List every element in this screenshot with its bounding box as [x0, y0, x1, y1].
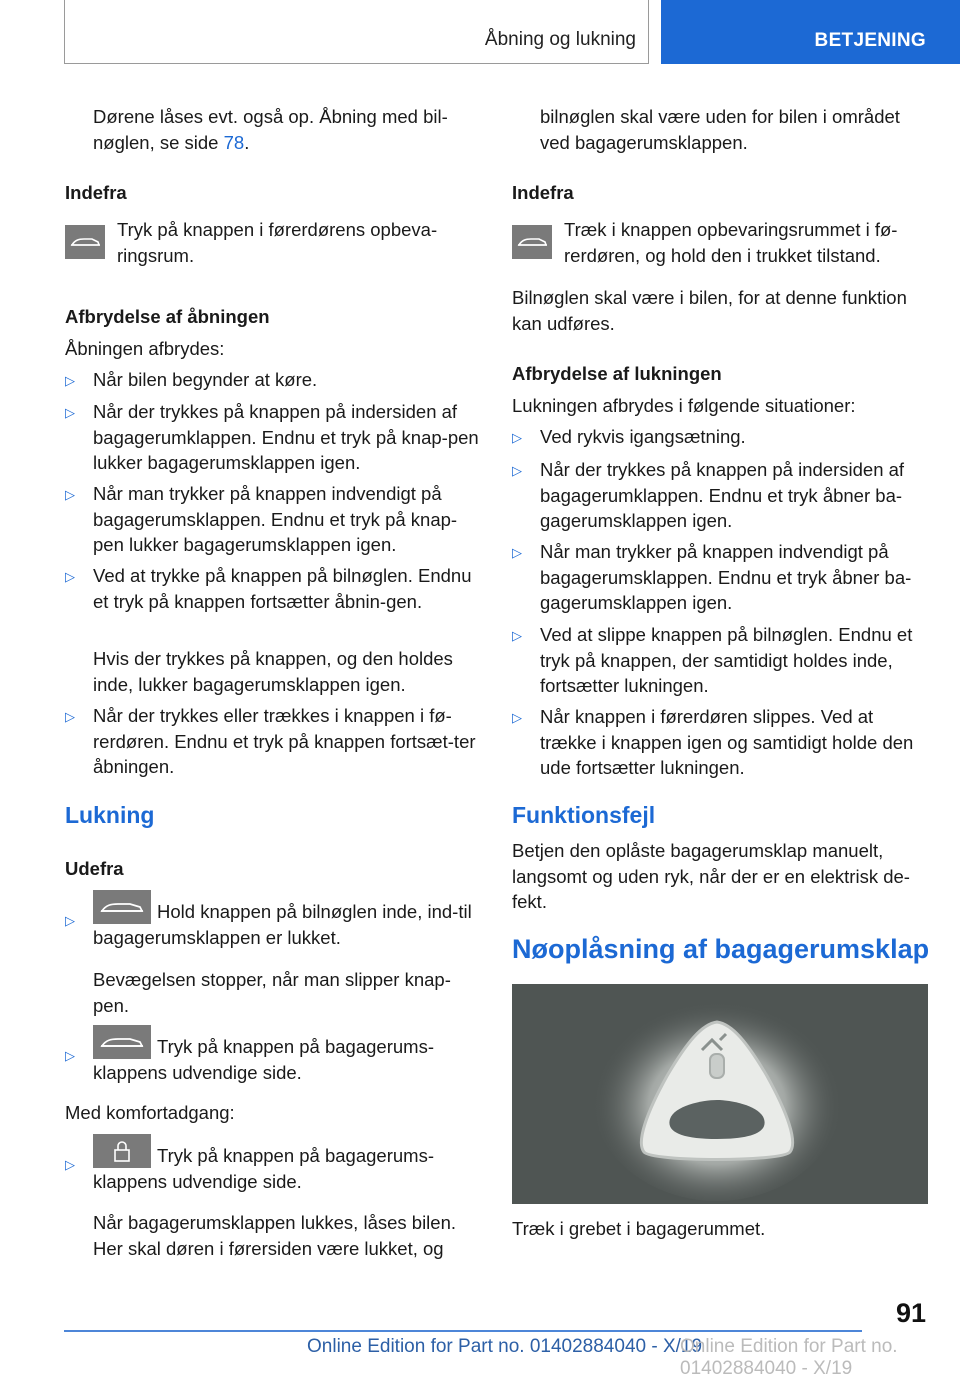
afbrydelse-heading: Afbrydelse af lukningen — [512, 363, 722, 384]
edition-note: Online Edition for Part no. 01402884040 - X/19 — [307, 1336, 703, 1357]
triangle-bullet-icon: ▷ — [65, 487, 75, 502]
car-trunk-icon — [93, 1025, 151, 1059]
funktionsfejl-heading: Funktionsfejl — [512, 802, 656, 828]
list-item — [65, 563, 480, 614]
funktionsfejl-text: Betjen den oplåste bagagerumsklap manuelt, langsomt og uden ryk, når der er en elektrisk de-fekt. — [512, 840, 910, 912]
list-item-text: Ved at slippe knappen på bilnøglen. Endnu et tryk på knappen, der samtidigt holdes inde, fortsætter lukningen. — [540, 624, 913, 696]
watermark: Online Edition for Part no. 01402884040 - X/19 — [680, 1336, 898, 1379]
footer-divider — [64, 1330, 862, 1332]
list-item-text: Når der trykkes på knappen på indersiden af bagagerumklappen. Endnu et tryk på knap-pen lukker bagagerumsklappen igen. — [93, 401, 479, 473]
triangle-bullet-icon: ▷ — [512, 545, 522, 560]
afbrydelse-intro: Åbningen afbrydes: — [65, 338, 225, 359]
indefra-text: Træk i knappen opbevaringsrummet i fø- rerdøren, og hold den i trukket tilstand. — [564, 219, 898, 266]
list-item — [65, 367, 480, 393]
list-item — [65, 1025, 480, 1085]
list-item-text: Når knappen i førerdøren slippes. Ved at trække i knappen igen og samtidigt holde den ude fortsætter lukningen. — [540, 706, 914, 778]
list-item-extra: Bevægelsen stopper, når man slipper knap-pen. — [93, 969, 451, 1016]
intro-line-1: Dørene låses evt. også op. Åbning med bil- — [93, 106, 448, 127]
list-item — [65, 1134, 480, 1194]
header-section-box — [64, 0, 649, 64]
list-item-text: Ved rykvis igangsætning. — [540, 426, 746, 447]
emergency-release-photo — [512, 984, 928, 1204]
indefra-block — [65, 217, 480, 268]
triangle-bullet-icon: ▷ — [512, 463, 522, 478]
list-item-text: Tryk på knappen på bagagerums-klappens udvendige side. — [93, 1036, 434, 1083]
list-item-text: Når der trykkes på knappen på indersiden af bagagerumklappen. Endnu et tryk åbner ba-gagerumsklappen igen. — [540, 459, 905, 531]
triangle-pull-handle — [512, 984, 928, 1204]
header-chapter-tab[interactable] — [661, 0, 960, 64]
car-trunk-icon — [93, 890, 151, 924]
list-item-text: Når man trykker på knappen indvendigt på bagagerumsklappen. Endnu et tryk åbner ba-gagerumsklappen igen. — [540, 541, 912, 613]
triangle-bullet-icon: ▷ — [65, 1048, 75, 1063]
triangle-bullet-icon: ▷ — [512, 628, 522, 643]
bilnoegle-text: Bilnøglen skal være i bilen, for at denne funktion kan udføres. — [512, 287, 907, 334]
car-trunk-icon — [65, 225, 105, 259]
lukning-heading: Lukning — [65, 802, 155, 828]
intro-line-2 — [93, 130, 480, 156]
triangle-bullet-icon: ▷ — [65, 569, 75, 584]
list-item-text: Når bilen begynder at køre. — [93, 369, 318, 390]
triangle-bullet-icon: ▷ — [65, 709, 75, 724]
list-item — [512, 424, 930, 450]
noedoplaasning-heading: Nøoplåsning af bagagerumsklap — [512, 934, 930, 964]
list-item — [512, 704, 930, 781]
afbrydelse-heading: Afbrydelse af åbningen — [65, 306, 270, 327]
section-title: Åbning og lukning — [484, 29, 636, 50]
udefra-heading: Udefra — [65, 858, 124, 879]
list-item-extra: Når bagagerumsklappen lukkes, låses bilen. Her skal døren i førersiden være lukket, og — [93, 1212, 457, 1259]
list-item — [512, 457, 930, 534]
padlock-icon — [93, 1134, 151, 1168]
list-item — [65, 703, 480, 780]
list-item — [65, 399, 480, 476]
triangle-bullet-icon: ▷ — [65, 373, 75, 388]
chapter-title: BETJENING — [814, 30, 926, 51]
afbrydelse-intro: Lukningen afbrydes i følgende situationer: — [512, 395, 856, 416]
triangle-bullet-icon: ▷ — [512, 710, 522, 725]
triangle-bullet-icon: ▷ — [512, 430, 522, 445]
intro-period: . — [244, 131, 250, 153]
car-trunk-icon — [512, 225, 552, 259]
indefra-text: Tryk på knappen i førerdørens opbeva- ringsrum. — [117, 219, 438, 266]
list-item — [65, 890, 480, 950]
triangle-bullet-icon: ▷ — [65, 1157, 75, 1172]
list-item-text: Når man trykker på knappen indvendigt på bagagerumsklappen. Endnu et tryk på knap-pen lukker bagagerumsklappen igen. — [93, 483, 458, 555]
list-item-text: Tryk på knappen på bagagerums-klappens udvendige side. — [93, 1145, 434, 1192]
list-item-extra: Hvis der trykkes på knappen, og den holdes inde, lukker bagagerumsklappen igen. — [93, 648, 453, 695]
triangle-bullet-icon: ▷ — [65, 405, 75, 420]
list-item-text: Hold knappen på bilnøglen inde, ind-til bagagerumsklappen er lukket. — [93, 901, 472, 948]
page-link[interactable]: 78 — [223, 131, 245, 153]
continued-text: bilnøglen skal være uden for bilen i området ved bagagerumsklappen. — [540, 106, 900, 153]
list-item-text: Når der trykkes eller trækkes i knappen i fø-rerdøren. Endnu et tryk på knappen fortsæt-ter åbningen. — [93, 705, 476, 777]
intro-paragraph — [65, 104, 480, 155]
indefra-heading: Indefra — [512, 182, 574, 203]
list-item — [512, 539, 930, 616]
intro-text: nøglen, se side — [93, 131, 224, 153]
page-number: 91 — [895, 1298, 926, 1328]
komfort-heading: Med komfortadgang: — [65, 1102, 235, 1123]
indefra-heading: Indefra — [65, 182, 127, 203]
triangle-bullet-icon: ▷ — [65, 913, 75, 928]
indefra-block — [512, 217, 930, 268]
list-item — [512, 622, 930, 699]
list-item-text: Ved at trykke på knappen på bilnøglen. Endnu et tryk på knappen fortsætter åbnin-gen. — [93, 565, 472, 612]
list-item — [65, 481, 480, 558]
photo-caption: Træk i grebet i bagagerummet. — [512, 1218, 766, 1239]
